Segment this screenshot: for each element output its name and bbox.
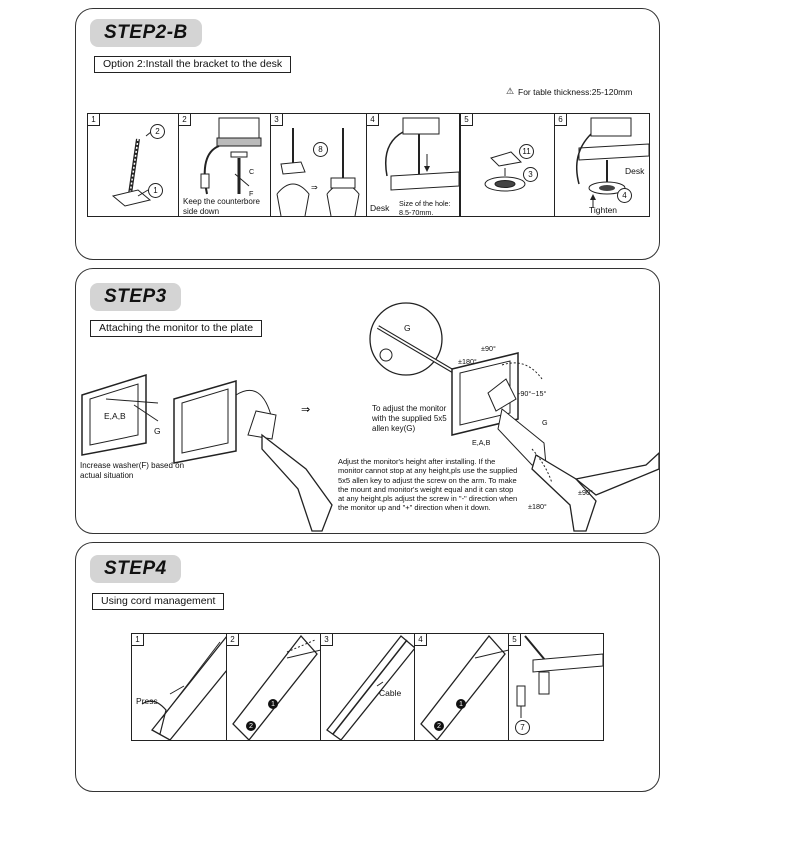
step3-section	[75, 268, 660, 534]
svg-text:⇒: ⇒	[311, 183, 318, 192]
step2b-panel-2	[178, 113, 272, 217]
cable-routing-illustration	[321, 634, 415, 740]
tilt-angle: ±90°	[481, 344, 496, 353]
eab-right-label: E,A,B	[472, 438, 491, 447]
close-cover-illustration	[415, 634, 509, 740]
press-cover-illustration	[132, 634, 227, 740]
callout-7: 7	[515, 720, 530, 735]
tighten-label: Tighten	[589, 205, 618, 215]
step2b-panel-5	[460, 113, 556, 217]
step2b-option-label: Option 2:Install the bracket to the desk	[94, 56, 291, 73]
open-cover-illustration	[227, 634, 321, 740]
tighten-illustration	[555, 114, 649, 216]
desk-label-6: Desk	[625, 166, 645, 176]
callout-4: 4	[617, 188, 632, 203]
step2b-panel-1	[87, 113, 181, 217]
g-left-label: G	[154, 426, 161, 436]
tilt-angle-2: ±90°	[578, 488, 593, 497]
allen-key-note: To adjust the monitor with the supplied 5x5 allen key(G)	[372, 404, 447, 433]
callout-1: 1	[148, 183, 163, 198]
panel-number: 5	[509, 634, 521, 646]
mark-1: 1	[271, 699, 275, 708]
step2b-panel-6	[554, 113, 650, 217]
rotate-angle: ±180°	[458, 357, 477, 366]
panel-number: 3	[271, 114, 283, 126]
step3-badge: STEP3	[90, 283, 181, 311]
callout-3: 3	[523, 167, 538, 182]
step4-panel-5	[508, 633, 604, 741]
panel-number: 4	[367, 114, 379, 126]
panel-number: 3	[321, 634, 333, 646]
panel-number: 4	[415, 634, 427, 646]
panel-number: 2	[227, 634, 239, 646]
step2b-panel-4	[366, 113, 460, 217]
desk-label: Desk	[370, 203, 390, 213]
callout-8: 8	[313, 142, 328, 157]
callout-11: 11	[519, 144, 534, 159]
mark-2: 2	[249, 721, 253, 730]
label-c: C	[249, 167, 255, 176]
hole-size-note: Size of the hole: 8.5-70mm.	[399, 199, 451, 217]
step4-section	[75, 542, 660, 792]
panel-number: 5	[461, 114, 473, 126]
svg-text:⇒: ⇒	[301, 403, 311, 416]
step4-badge: STEP4	[90, 555, 181, 583]
step4-panel-4	[414, 633, 510, 741]
step2b-panel-3	[270, 113, 376, 217]
step3-label: Attaching the monitor to the plate	[90, 320, 262, 337]
panel-number: 6	[555, 114, 567, 126]
washer-plate-illustration	[461, 114, 555, 216]
mark-1: 1	[459, 699, 463, 708]
label-f: F	[249, 189, 254, 198]
step2b-section	[75, 8, 660, 260]
rotate-angle-2: ±180°	[528, 502, 547, 511]
washer-note: Increase washer(F) based on actual situation	[80, 461, 185, 480]
step4-panel-1	[131, 633, 228, 741]
step4-label: Using cord management	[92, 593, 224, 610]
panel-number: 1	[88, 114, 100, 126]
height-adjust-note: Adjust the monitor's height after installing. If the monitor cannot stop at any height,pls use the supplied 5x5 allen key to adjust the screw on the arm. To make the mount and monitor's weight equal and it can stop at any height,pls adjust the screw in "-" direction when the monitor up and "+" direction when it down.	[338, 457, 518, 513]
step4-panel-2	[226, 633, 322, 741]
panel-number: 1	[132, 634, 144, 646]
cable-label: Cable	[379, 688, 402, 698]
mark-2: 2	[437, 721, 441, 730]
eab-left-label: E,A,B	[104, 411, 126, 421]
warning-icon: ⚠	[506, 86, 515, 96]
table-thickness-note: For table thickness:25-120mm	[518, 87, 633, 97]
panel-number: 2	[179, 114, 191, 126]
pole-insert-illustration	[271, 114, 375, 216]
swivel-angle: -90°~15°	[518, 389, 547, 398]
bolt-illustration	[88, 114, 180, 216]
counterbore-caption: Keep the counterbore side down	[183, 197, 260, 216]
step4-panel-3	[320, 633, 416, 741]
step2b-badge: STEP2-B	[90, 19, 202, 47]
g-top-label: G	[404, 323, 411, 333]
press-label: Press	[136, 696, 158, 706]
callout-2: 2	[150, 124, 165, 139]
g-right-label: G	[542, 418, 548, 427]
